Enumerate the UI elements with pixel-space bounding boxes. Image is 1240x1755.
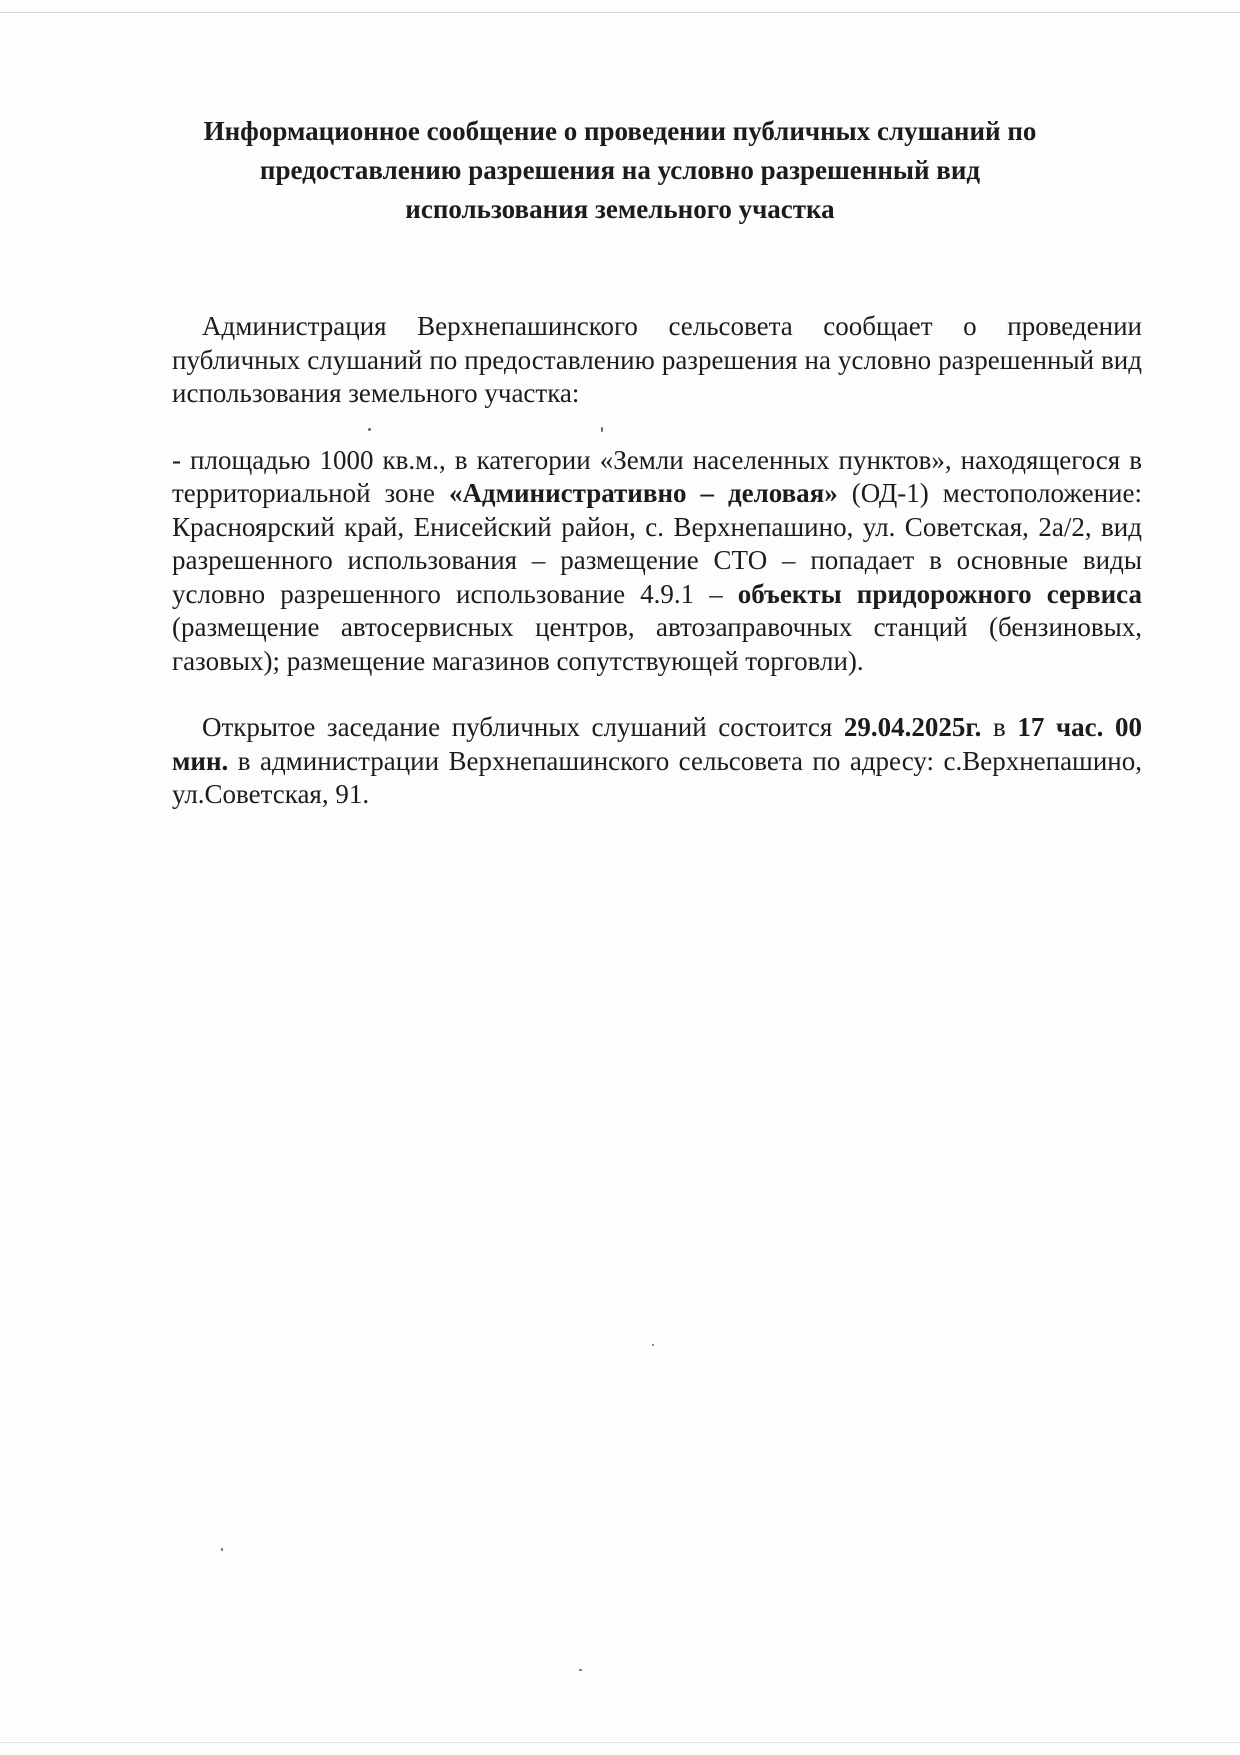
scan-edge-bottom bbox=[0, 1742, 1240, 1743]
scan-speck bbox=[601, 427, 603, 432]
scan-speck bbox=[652, 1344, 654, 1346]
land-plot-text-3: (размещение автосервисных центров, автозаправочных станций (бензиновых, газовых); размещение магазинов сопутствующей торговли). bbox=[172, 612, 1142, 676]
schedule-text-1: Открытое заседание публичных слушаний состоится bbox=[202, 712, 844, 742]
document-body bbox=[172, 310, 1142, 812]
scan-speck bbox=[579, 1669, 582, 1671]
paragraph-land-plot-details bbox=[172, 444, 1142, 679]
document-title bbox=[170, 112, 1070, 229]
scan-edge-top bbox=[0, 12, 1240, 13]
hearing-date: 29.04.2025г. bbox=[843, 712, 982, 742]
use-category: объекты придорожного сервиса bbox=[737, 578, 1142, 609]
land-plot-text-1: - площадью 1000 кв.м., в категории «Земли населенных пунктов», находящегося в территориальной зоне bbox=[172, 444, 1142, 508]
schedule-text-2: в bbox=[981, 712, 1018, 742]
paragraph-announcement: Администрация Верхнепашинского сельсовета сообщает о проведении публичных слушаний по предоставлению разрешения на условно разрешенный вид использования земельного участка: bbox=[172, 311, 1142, 408]
hearing-time: 17 час. 00 мин. bbox=[172, 712, 1142, 776]
title-line-3: использования земельного участка bbox=[405, 194, 835, 224]
scan-speck bbox=[368, 428, 371, 431]
schedule-text-3: в администрации Верхнепашинского сельсовета по адресу: с.Верхнепашино, ул.Советская, 91. bbox=[172, 745, 1142, 809]
scan-speck bbox=[221, 1548, 223, 1551]
zone-name: «Административно – деловая» bbox=[448, 478, 838, 508]
title-line-1: Информационное сообщение о проведении публичных слушаний по bbox=[203, 116, 1037, 146]
land-plot-text-2: (ОД-1) местоположение: Красноярский край, Енисейский район, с. Верхнепашино, ул. Советская, 2а/2, вид разрешенного использования – размещение СТО – попадает в основные виды условно разрешенного использование 4.9.1 – bbox=[172, 478, 1142, 609]
title-line-2: предоставлению разрешения на условно разрешенный вид bbox=[259, 155, 981, 185]
paragraph-hearing-schedule bbox=[172, 711, 1142, 812]
